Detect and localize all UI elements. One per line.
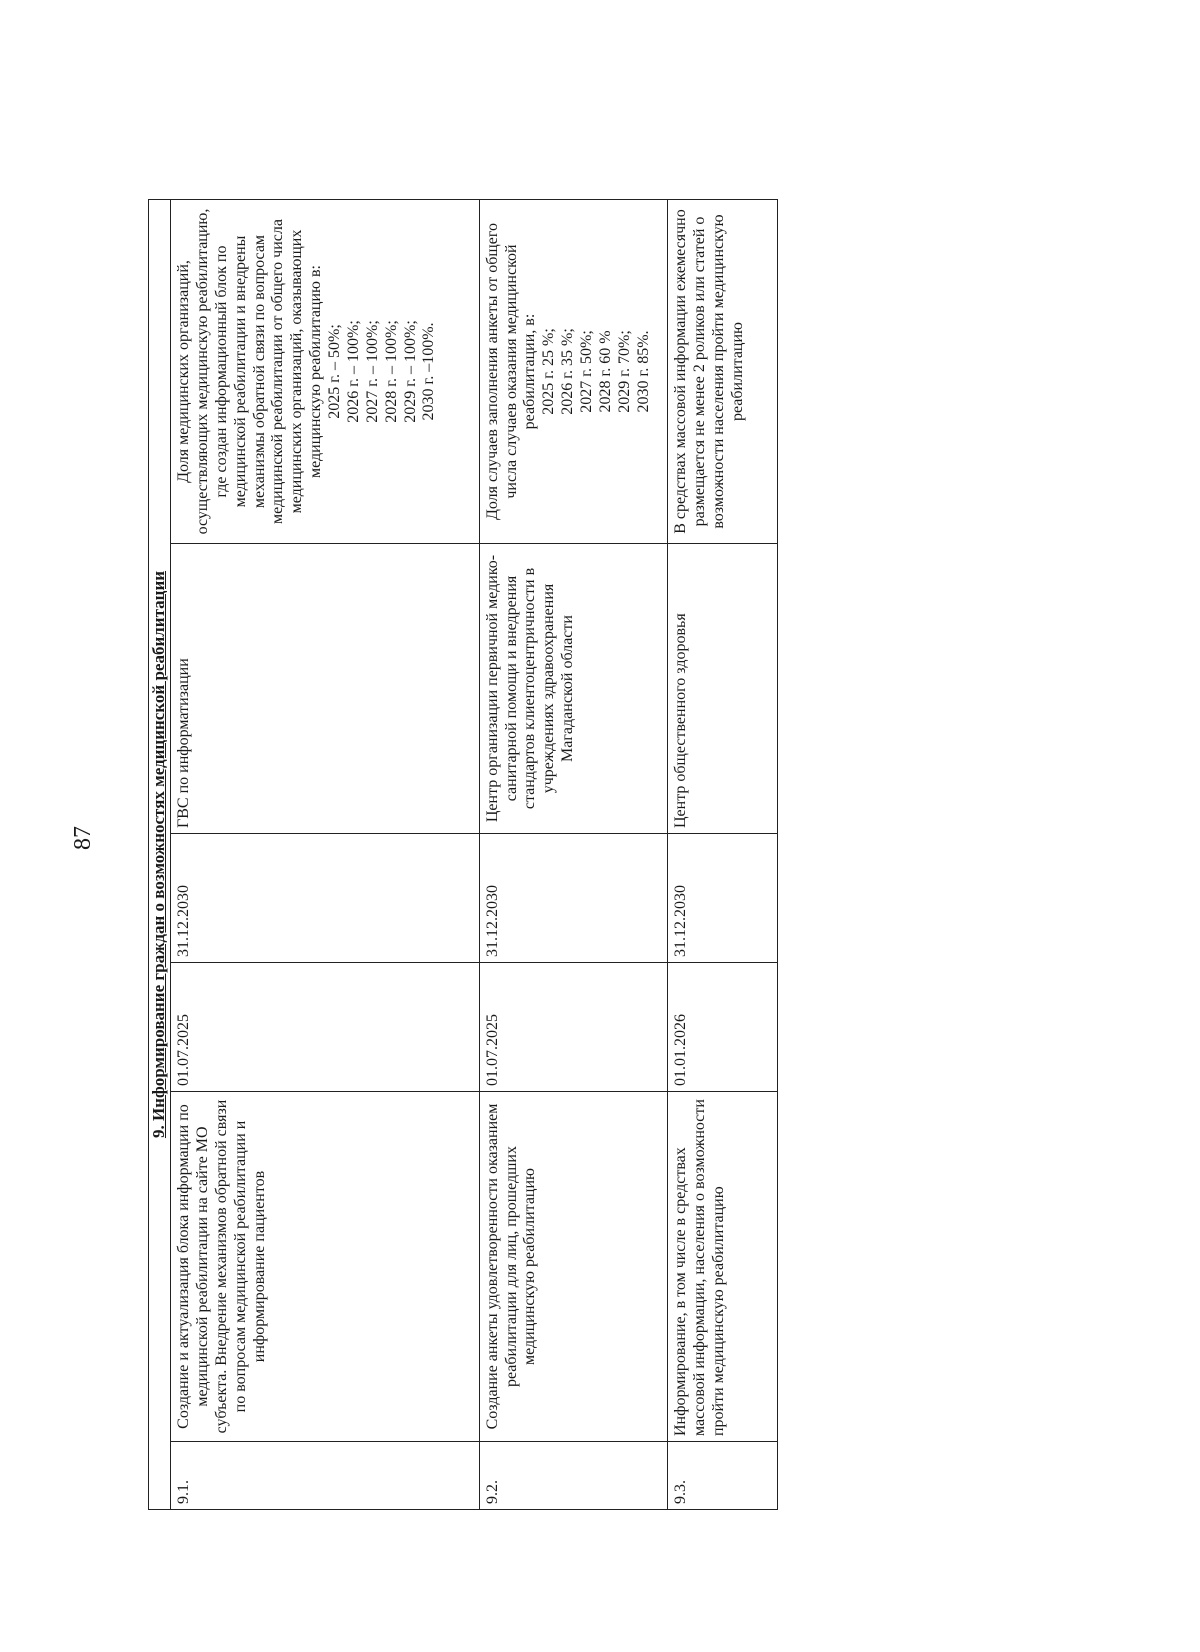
responsible-cell: Центр организации первичной медико-санитарной помощи и внедрения стандартов клиентоцентричности в учреждениях здравоохранения Магаданской области bbox=[479, 544, 667, 834]
table-row bbox=[171, 200, 480, 1510]
rotated-table-sheet bbox=[148, 200, 778, 1510]
result-value: 2025 г. – 50%; bbox=[326, 324, 344, 419]
result-value: 2028 г. 60 % bbox=[596, 330, 614, 413]
rehabilitation-plan-table bbox=[148, 199, 778, 1510]
table-row bbox=[668, 200, 778, 1510]
section-title: 9. Информирование граждан о возможностях медицинской реабилитации bbox=[149, 200, 171, 1510]
page-number: 87 bbox=[70, 826, 96, 850]
result-value: 2025 г. 25 %; bbox=[540, 328, 558, 415]
row-number: 9.3. bbox=[668, 1442, 778, 1510]
action-cell: Информирование, в том числе в средствах массовой информации, населения о возможности пройти медицинскую реабилитацию bbox=[668, 1092, 778, 1442]
start-date-cell: 01.07.2025 bbox=[171, 963, 480, 1092]
result-value: 2028 г. – 100%; bbox=[382, 320, 400, 423]
action-cell: Создание анкеты удовлетворенности оказанием реабилитации для лиц, прошедших медицинскую реабилитацию bbox=[479, 1092, 667, 1442]
result-intro: Доля случаев заполнения анкеты от общего числа случаев оказания медицинской реабилитации, в: bbox=[483, 222, 539, 521]
start-date-cell: 01.07.2025 bbox=[479, 963, 667, 1092]
result-value: 2030 г. –100%. bbox=[420, 322, 438, 421]
result-value: 2027 г. – 100%; bbox=[363, 320, 381, 423]
result-value: 2027 г. 50%; bbox=[578, 330, 596, 413]
action-cell: Создание и актуализация блока информации по медицинской реабилитации на сайте МО субъекта. Внедрение механизмов обратной связи по вопросам медицинской реабилитации и информирование пациентов bbox=[171, 1092, 480, 1442]
result-cell bbox=[171, 200, 480, 544]
end-date-cell: 31.12.2030 bbox=[668, 834, 778, 963]
result-intro: Доля медицинских организаций, осуществляющих медицинскую реабилитацию, где создан информационный блок по медицинской реабилитации и внедрены механизмы обратной связи по вопросам медицинской реабилитации от общего числа медицинских организаций, оказывающих медицинскую реабилитацию в: bbox=[175, 208, 325, 535]
result-cell: В средствах массовой информации ежемесячно размещается не менее 2 роликов или статей о возможности населения пройти медицинскую реабилитацию bbox=[668, 200, 778, 544]
table-row bbox=[479, 200, 667, 1510]
result-value: 2026 г. 35 %; bbox=[559, 328, 577, 415]
end-date-cell: 31.12.2030 bbox=[479, 834, 667, 963]
start-date-cell: 01.01.2026 bbox=[668, 963, 778, 1092]
result-cell bbox=[479, 200, 667, 544]
result-value: 2030 г. 85%. bbox=[634, 330, 652, 413]
section-header-row bbox=[149, 200, 171, 1510]
row-number: 9.1. bbox=[171, 1442, 480, 1510]
responsible-cell: Центр общественного здоровья bbox=[668, 544, 778, 834]
result-value: 2029 г. 70%; bbox=[615, 330, 633, 413]
end-date-cell: 31.12.2030 bbox=[171, 834, 480, 963]
result-value: 2026 г. – 100%; bbox=[344, 320, 362, 423]
responsible-cell: ГВС по информатизации bbox=[171, 544, 480, 834]
result-value: 2029 г. – 100%; bbox=[401, 320, 419, 423]
row-number: 9.2. bbox=[479, 1442, 667, 1510]
